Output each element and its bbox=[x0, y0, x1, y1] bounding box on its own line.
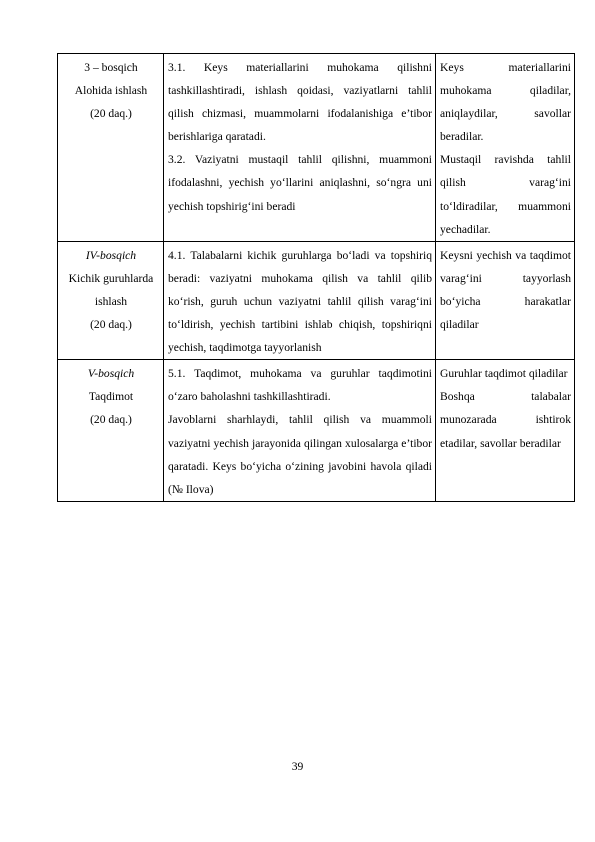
stage-title: Alohida ishlash bbox=[74, 84, 148, 98]
stage-time: (20 daq.) bbox=[90, 107, 132, 121]
table-row bbox=[58, 360, 575, 502]
student-activity-text: Guruhlar taqdimot qiladilar bbox=[440, 367, 568, 381]
table-row bbox=[58, 54, 575, 242]
teacher-activity-text: 5.1. Taqdimot, muhokama va guruhlar taqdimotini o‘zaro baholashni tashkillashtiradi. bbox=[168, 367, 432, 404]
stage-cell bbox=[58, 54, 164, 242]
teacher-activity-cell bbox=[164, 241, 436, 359]
teacher-activity-cell bbox=[164, 360, 436, 502]
stage-cell bbox=[58, 360, 164, 502]
student-activity-text: Keysni yechish va taqdimot varag‘ini tayyorlash bo‘yicha harakatlar qiladilar bbox=[440, 248, 571, 332]
stage-cell bbox=[58, 241, 164, 359]
lesson-plan-table bbox=[57, 53, 575, 502]
page-number: 39 bbox=[291, 760, 304, 773]
stage-name: 3 – bosqich bbox=[84, 61, 138, 74]
stage-name: V-bosqich bbox=[87, 367, 135, 381]
student-activity-text: Mustaqil ravishda tahlil qilish varag‘ini to‘ldiradilar, muammoni yechadilar. bbox=[440, 153, 571, 236]
teacher-activity-text: 3.2. Vaziyatni mustaqil tahlil qilishni, muammoni ifodalashni, yechish yo‘llarini aniqlashni, so‘ngra uni yechish topshirig‘ini beradi bbox=[168, 153, 432, 213]
student-activity-text: Keys materiallarini muhokama qiladilar, aniqlaydilar, savollar beradilar. bbox=[440, 61, 571, 144]
stage-time: (20 daq.) bbox=[90, 413, 132, 427]
stage-title: Kichik guruhlarda ishlash bbox=[68, 271, 154, 308]
teacher-activity-text: 4.1. Talabalarni kichik guruhlarga bo‘ladi va topshiriq beradi: vaziyatni muhokama qilish va tahlil qilib ko‘rish, guruh uchun vaziyatni tahlil qilish varag‘ini to‘ldirish, yechish tartibini ishlab chiqish, topshiriqni yechish, taqdimotga tayyorlanish bbox=[168, 248, 432, 355]
table-row bbox=[58, 241, 575, 359]
stage-name: IV-bosqich bbox=[85, 248, 137, 262]
teacher-activity-text: Javoblarni sharhlaydi, tahlil qilish va muammoli vaziyatni yechish jarayonida qilingan xulosalarga e’tibor qaratadi. Keys bo‘yicha o‘zining javobini havola qiladi (№ Ilova) bbox=[168, 413, 432, 496]
teacher-activity-text: 3.1. Keys materiallarini muhokama qilishni tashkillashtiradi, ishlash qoidasi, vaziyatlarni tahlil qilish chizmasi, muammolarni ifodalanishiga e’tibor berishlariga qaratadi. bbox=[168, 61, 432, 144]
student-activity-cell bbox=[436, 360, 575, 502]
stage-time: (20 daq.) bbox=[90, 318, 132, 332]
student-activity-cell bbox=[436, 54, 575, 242]
teacher-activity-cell bbox=[164, 54, 436, 242]
student-activity-cell bbox=[436, 241, 575, 359]
student-activity-text: Boshqa talabalar munozarada ishtirok etadilar, savollar beradilar bbox=[440, 390, 571, 450]
stage-title: Taqdimot bbox=[88, 390, 134, 404]
